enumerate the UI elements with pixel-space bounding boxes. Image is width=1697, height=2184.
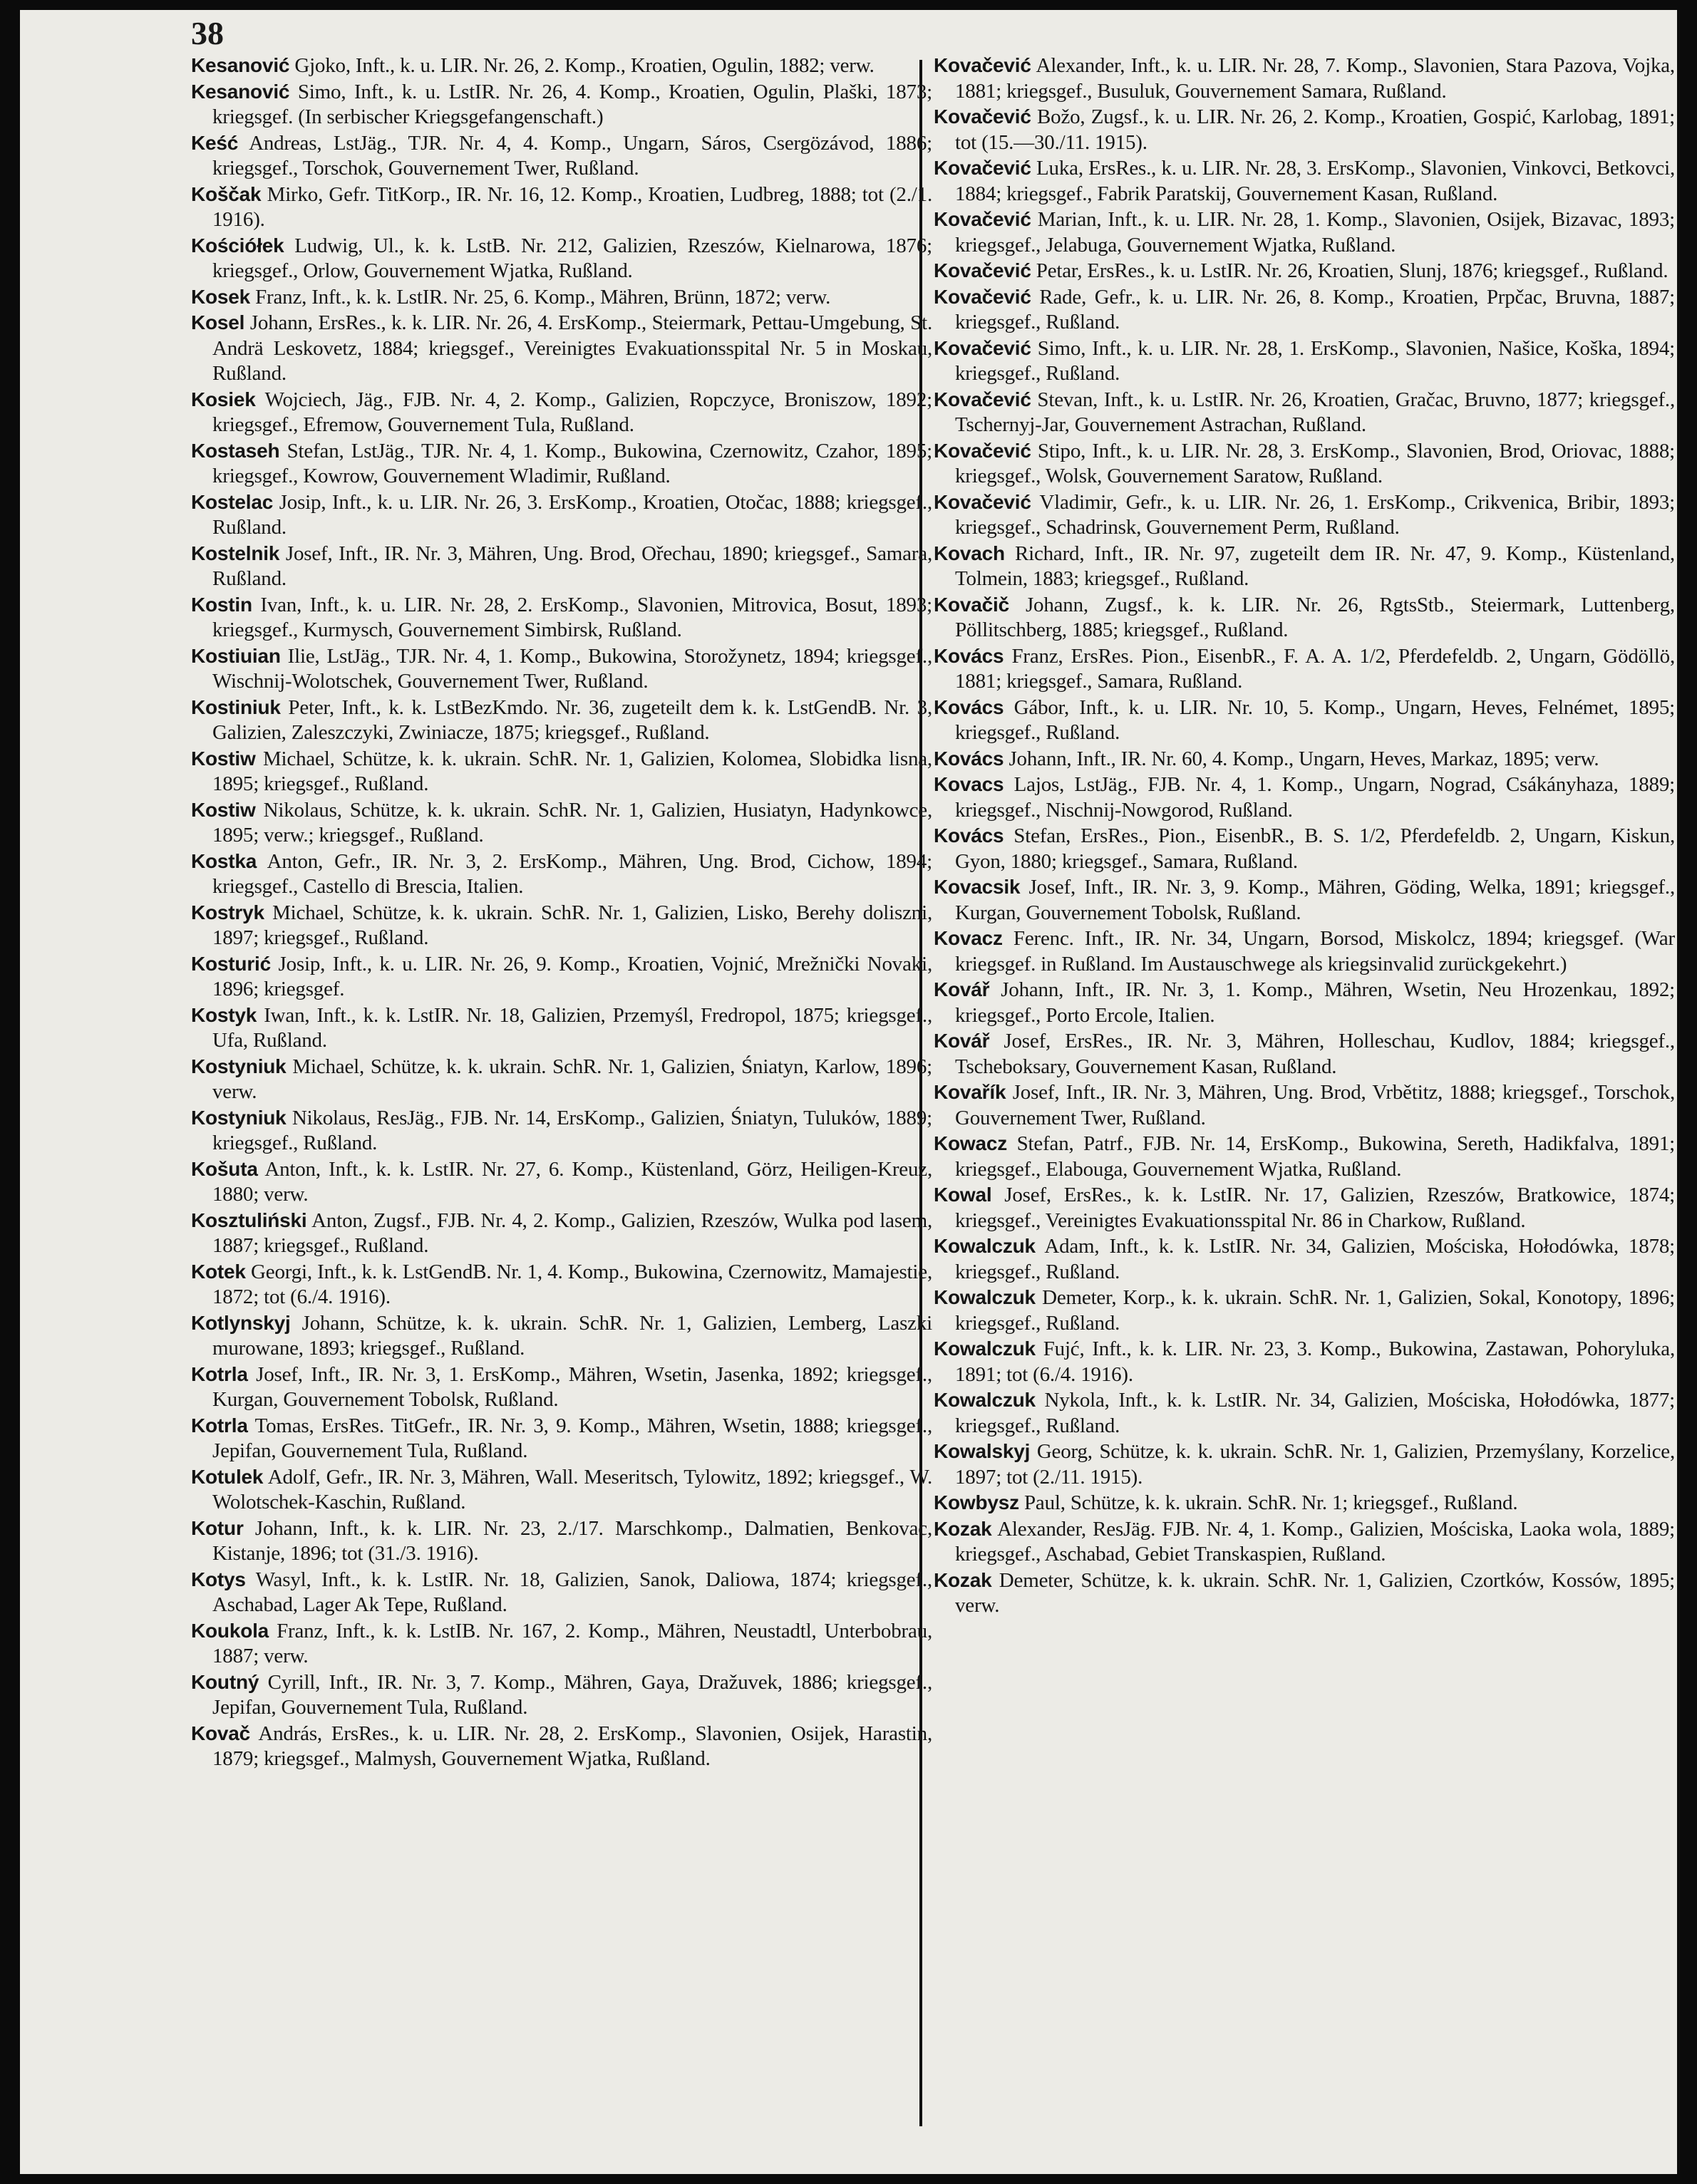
register-entry bbox=[934, 977, 1675, 1028]
entry-surname: Kostyniuk bbox=[191, 1106, 287, 1129]
register-entry bbox=[191, 438, 932, 490]
register-entry bbox=[191, 797, 932, 849]
entry-details: Michael, Schütze, k. k. ukrain. SchR. Nr. 1, Galizien, Lisko, Berehy doliszni, 1897; kriegsgef., Rußland. bbox=[212, 901, 932, 949]
entry-surname: Kościółek bbox=[191, 234, 284, 257]
register-entry bbox=[934, 104, 1675, 155]
entry-surname: Kosturić bbox=[191, 952, 271, 975]
register-entry bbox=[191, 1721, 932, 1772]
entry-surname: Kowbysz bbox=[934, 1491, 1019, 1513]
entry-details: Josef, Inft., IR. Nr. 3, 1. ErsKomp., Mähren, Wsetin, Jasenka, 1892; kriegsgef., Kurgan, Gouvernement Tobolsk, Rußland. bbox=[212, 1362, 932, 1411]
entry-surname: Koukola bbox=[191, 1619, 269, 1642]
entry-surname: Kovach bbox=[934, 542, 1005, 564]
entry-surname: Kovačević bbox=[934, 208, 1031, 230]
entry-details: Josef, Inft., IR. Nr. 3, Mähren, Ung. Brod, Ořechau, 1890; kriegsgef., Samara, Rußland. bbox=[212, 542, 932, 590]
entry-surname: Kostryk bbox=[191, 901, 264, 923]
entry-details: Johann, Inft., IR. Nr. 60, 4. Komp., Ungarn, Heves, Markaz, 1895; verw. bbox=[1004, 747, 1599, 770]
entry-details: Fujć, Inft., k. k. LIR. Nr. 23, 3. Komp., Bukowina, Zastawan, Pohoryluka, 1891; tot (6./4. 1916). bbox=[955, 1337, 1675, 1386]
entry-details: Johann, Schütze, k. k. ukrain. SchR. Nr. 1, Galizien, Lemberg, Laszki murowane, 1893; kriegsgef., Rußland. bbox=[212, 1311, 932, 1360]
register-entry bbox=[934, 258, 1675, 284]
page-number: 38 bbox=[191, 15, 224, 51]
entry-details: Vladimir, Gefr., k. u. LIR. Nr. 26, 1. ErsKomp., Crikvenica, Bribir, 1893; kriegsgef., Schadrinsk, Gouvernement Perm, Rußland. bbox=[955, 490, 1675, 539]
entry-surname: Kovacs bbox=[934, 773, 1004, 795]
register-entry bbox=[191, 1054, 932, 1105]
register-entry bbox=[191, 1464, 932, 1516]
entry-details: Lajos, LstJäg., FJB. Nr. 4, 1. Komp., Ungarn, Nograd, Csákányhaza, 1889; kriegsgef., Nischnij-Nowgorod, Rußland. bbox=[955, 773, 1675, 822]
register-entry bbox=[934, 490, 1675, 541]
entry-details: Georg, Schütze, k. k. ukrain. SchR. Nr. 1, Galizien, Przemyślany, Korzelice, 1897; tot (2./11. 1915). bbox=[955, 1440, 1675, 1489]
register-entry bbox=[191, 849, 932, 900]
entry-surname: Kostelac bbox=[191, 490, 274, 513]
register-entry bbox=[934, 1131, 1675, 1182]
entry-details: Luka, ErsRes., k. u. LIR. Nr. 28, 3. ErsKomp., Slavonien, Vinkovci, Betkovci, 1884; kriegsgef., Fabrik Paratskij, Gouvernement Kasan, Rußland. bbox=[955, 157, 1675, 205]
entry-surname: Kovacz bbox=[934, 927, 1003, 949]
right-column bbox=[934, 53, 1675, 1619]
entry-surname: Kosztuliński bbox=[191, 1209, 307, 1231]
register-entry bbox=[934, 541, 1675, 592]
register-entry bbox=[191, 1670, 932, 1721]
register-entry bbox=[191, 284, 932, 311]
register-entry bbox=[191, 233, 932, 284]
entry-details: Josef, Inft., IR. Nr. 3, 9. Komp., Mähren, Göding, Welka, 1891; kriegsgef., Kurgan, Gouvernement Tobolsk, Rußland. bbox=[955, 876, 1675, 924]
entry-details: Johann, ErsRes., k. k. LIR. Nr. 26, 4. ErsKomp., Steiermark, Pettau-Umgebung, St. Andrä Leskovetz, 1884; kriegsgef., Vereinigtes Evakuationsspital Nr. 5 in Moskau, Rußland. bbox=[212, 311, 932, 385]
entry-surname: Kotulek bbox=[191, 1465, 264, 1488]
entry-details: Josef, ErsRes., IR. Nr. 3, Mähren, Holleschau, Kudlov, 1884; kriegsgef., Tscheboksary, Gouvernement Kasan, Rußland. bbox=[955, 1030, 1675, 1078]
register-entry bbox=[191, 1208, 932, 1259]
register-entry bbox=[191, 1362, 932, 1413]
entry-details: Marian, Inft., k. u. LIR. Nr. 28, 1. Komp., Slavonien, Osijek, Bizavac, 1893; kriegsgef., Jelabuga, Gouvernement Wjatka, Rußland. bbox=[955, 208, 1675, 257]
register-entry bbox=[934, 1568, 1675, 1619]
entry-surname: Kovařík bbox=[934, 1081, 1006, 1103]
entry-surname: Kotys bbox=[191, 1568, 246, 1590]
entry-details: Franz, ErsRes. Pion., EisenbR., F. A. A. 1/2, Pferdefeldb. 2, Ungarn, Gödöllö, 1881; kriegsgef., Samara, Rußland. bbox=[955, 644, 1675, 693]
entry-details: Ilie, LstJäg., TJR. Nr. 4, 1. Komp., Bukowina, Storožynetz, 1894; kriegsgef., Wischnij-Wolotschek, Gouvernement Twer, Rußland. bbox=[212, 644, 932, 693]
register-entry bbox=[934, 695, 1675, 746]
entry-surname: Kowal bbox=[934, 1184, 992, 1206]
entry-details: Josip, Inft., k. u. LIR. Nr. 26, 9. Komp., Kroatien, Vojnić, Mrežnički Novaki, 1896; kriegsgef. bbox=[212, 952, 932, 1000]
entry-details: Alexander, ResJäg. FJB. Nr. 4, 1. Komp., Galizien, Mościska, Laoka wola, 1889; kriegsgef., Aschabad, Gebiet Transkaspien, Rußland. bbox=[955, 1517, 1675, 1565]
entry-surname: Kostyk bbox=[191, 1003, 257, 1026]
entry-details: Josef, ErsRes., k. k. LstIR. Nr. 17, Galizien, Rzeszów, Bratkowice, 1874; kriegsgef., Vereinigtes Evakuationsspital Nr. 86 in Charkow, Rußland. bbox=[955, 1184, 1675, 1232]
entry-surname: Kostiw bbox=[191, 747, 256, 770]
entry-surname: Kosel bbox=[191, 311, 245, 333]
entry-details: Peter, Inft., k. k. LstBezKmdo. Nr. 36, zugeteilt dem k. k. LstGendB. Nr. 3, Galizien, Zaleszczyki, Zwiniacze, 1875; kriegsgef., Rußland. bbox=[212, 695, 932, 744]
entry-surname: Kostaseh bbox=[191, 439, 280, 462]
left-column bbox=[191, 53, 932, 1772]
register-entry bbox=[191, 951, 932, 1003]
entry-details: Stefan, Patrf., FJB. Nr. 14, ErsKomp., Bukowina, Sereth, Hadikfalva, 1891; kriegsgef., Elabouga, Gouvernement Wjatka, Rußland. bbox=[955, 1132, 1675, 1181]
entry-surname: Kovačević bbox=[934, 285, 1031, 308]
register-entry bbox=[191, 1259, 932, 1310]
entry-details: Johann, Inft., k. k. LIR. Nr. 23, 2./17. Marschkomp., Dalmatien, Benkovac, Kistanje, 1896; tot (31./3. 1916). bbox=[212, 1516, 932, 1565]
entry-details: Franz, Inft., k. k. LstIB. Nr. 167, 2. Komp., Mähren, Neustadtl, Unterbobrau, 1887; verw. bbox=[212, 1619, 932, 1667]
entry-surname: Kovačević bbox=[934, 54, 1031, 76]
register-entry bbox=[191, 1413, 932, 1464]
entry-details: Gjoko, Inft., k. u. LIR. Nr. 26, 2. Komp., Kroatien, Ogulin, 1882; verw. bbox=[289, 54, 875, 77]
register-entry bbox=[191, 746, 932, 797]
register-entry bbox=[191, 1310, 932, 1362]
entry-details: Anton, Zugsf., FJB. Nr. 4, 2. Komp., Galizien, Rzeszów, Wulka pod lasem, 1887; kriegsgef., Rußland. bbox=[212, 1209, 932, 1257]
entry-details: Božo, Zugsf., k. u. LIR. Nr. 26, 2. Komp., Kroatien, Gospić, Karlobag, 1891; tot (15.—30./11. 1915). bbox=[955, 105, 1675, 154]
register-entry bbox=[934, 1182, 1675, 1233]
entry-surname: Kotrla bbox=[191, 1362, 248, 1385]
entry-surname: Kovačič bbox=[934, 593, 1009, 616]
register-entry bbox=[191, 490, 932, 541]
entry-surname: Kotrla bbox=[191, 1414, 248, 1437]
register-entry bbox=[191, 900, 932, 951]
entry-details: Stevan, Inft., k. u. LstIR. Nr. 26, Kroatien, Gračac, Bruvno, 1877; kriegsgef., Tschernyj-Jar, Gouvernement Astrachan, Rußland. bbox=[955, 388, 1675, 436]
register-entry bbox=[191, 1618, 932, 1670]
entry-surname: Kesanović bbox=[191, 54, 290, 76]
entry-details: Ludwig, Ul., k. k. LstB. Nr. 212, Galizien, Rzeszów, Kielnarowa, 1876; kriegsgef., Orlow, Gouvernement Wjatka, Rußland. bbox=[212, 234, 932, 282]
register-entry bbox=[934, 1080, 1675, 1131]
entry-details: Simo, Inft., k. u. LstIR. Nr. 26, 4. Komp., Kroatien, Ogulin, Plaški, 1873; kriegsgef. (In serbischer Kriegsgefangenschaft.) bbox=[212, 80, 932, 128]
document-page bbox=[20, 10, 1677, 2174]
entry-surname: Kowalskyj bbox=[934, 1440, 1031, 1462]
entry-surname: Kosiek bbox=[191, 388, 256, 410]
entry-details: Josef, Inft., IR. Nr. 3, Mähren, Ung. Brod, Vrbětitz, 1888; kriegsgef., Torschok, Gouvernement Twer, Rußland. bbox=[955, 1081, 1675, 1129]
entry-surname: Kovacsik bbox=[934, 876, 1021, 898]
entry-surname: Keść bbox=[191, 131, 239, 154]
entry-surname: Kowalczuk bbox=[934, 1235, 1036, 1257]
entry-surname: Kovačević bbox=[934, 388, 1031, 410]
entry-surname: Kostelnik bbox=[191, 542, 280, 564]
entry-details: Iwan, Inft., k. k. LstIR. Nr. 18, Galizien, Przemyśl, Fredropol, 1875; kriegsgef., Ufa, Rußland. bbox=[212, 1003, 932, 1052]
entry-details: Petar, ErsRes., k. u. LstIR. Nr. 26, Kroatien, Slunj, 1876; kriegsgef., Rußland. bbox=[1031, 259, 1668, 282]
register-entry bbox=[934, 155, 1675, 207]
register-entry bbox=[934, 438, 1675, 490]
entry-surname: Koutný bbox=[191, 1670, 259, 1693]
entry-details: Ferenc. Inft., IR. Nr. 34, Ungarn, Borsod, Miskolcz, 1894; kriegsgef. (War kriegsgef. in Rußland. Im Austauschwege als kriegsinvalid zurückgekehrt.) bbox=[955, 927, 1675, 975]
entry-details: Simo, Inft., k. u. LIR. Nr. 28, 1. ErsKomp., Slavonien, Našice, Koška, 1894; kriegsgef., Rußland. bbox=[955, 336, 1675, 385]
register-entry bbox=[934, 1028, 1675, 1080]
entry-details: Johann, Zugsf., k. k. LIR. Nr. 26, RgtsStb., Steiermark, Luttenberg, Pöllitschberg, 1885; kriegsgef., Rußland. bbox=[955, 593, 1675, 641]
register-entry bbox=[934, 592, 1675, 643]
entry-surname: Kozak bbox=[934, 1568, 992, 1591]
register-entry bbox=[934, 1439, 1675, 1490]
entry-details: Ivan, Inft., k. u. LIR. Nr. 28, 2. ErsKomp., Slavonien, Mitrovica, Bosut, 1893; kriegsgef., Kurmysch, Gouvernement Simbirsk, Rußland. bbox=[212, 593, 932, 641]
register-entry bbox=[934, 823, 1675, 874]
entry-details: Paul, Schütze, k. k. ukrain. SchR. Nr. 1; kriegsgef., Rußland. bbox=[1018, 1491, 1518, 1514]
entry-details: Richard, Inft., IR. Nr. 97, zugeteilt dem IR. Nr. 47, 9. Komp., Küstenland, Tolmein, 1883; kriegsgef., Rußland. bbox=[955, 542, 1675, 590]
entry-details: Michael, Schütze, k. k. ukrain. SchR. Nr. 1, Galizien, Śniatyn, Karlow, 1896; verw. bbox=[212, 1055, 932, 1103]
entry-surname: Kostiw bbox=[191, 798, 256, 821]
entry-surname: Kovács bbox=[934, 644, 1004, 667]
entry-surname: Kovačević bbox=[934, 439, 1031, 462]
entry-surname: Kostiniuk bbox=[191, 695, 281, 718]
register-entry bbox=[191, 1567, 932, 1618]
entry-details: Alexander, Inft., k. u. LIR. Nr. 28, 7. Komp., Slavonien, Stara Pazova, Vojka, 1881; kriegsgef., Busuluk, Gouvernement Samara, Rußland. bbox=[955, 54, 1675, 103]
entry-details: Stipo, Inft., k. u. LIR. Nr. 28, 3. ErsKomp., Slavonien, Brod, Oriovac, 1888; kriegsgef., Wolsk, Gouvernement Saratow, Rußland. bbox=[955, 439, 1675, 487]
entry-details: Demeter, Korp., k. k. ukrain. SchR. Nr. 1, Galizien, Sokal, Konotopy, 1896; kriegsgef., Rußland. bbox=[955, 1286, 1675, 1335]
entry-surname: Kowalczuk bbox=[934, 1337, 1036, 1360]
entry-surname: Kovačević bbox=[934, 157, 1031, 179]
entry-surname: Kotlynskyj bbox=[191, 1311, 291, 1334]
entry-details: Michael, Schütze, k. k. ukrain. SchR. Nr. 1, Galizien, Kolomea, Slobidka lisna, 1895; kriegsgef., Rußland. bbox=[212, 747, 932, 795]
entry-details: Wojciech, Jäg., FJB. Nr. 4, 2. Komp., Galizien, Ropczyce, Broniszow, 1892; kriegsgef., Efremow, Gouvernement Tula, Rußland. bbox=[212, 388, 932, 436]
entry-details: Wasyl, Inft., k. k. LstIR. Nr. 18, Galizien, Sanok, Daliowa, 1874; kriegsgef., Aschabad, Lager Ak Tepe, Rußland. bbox=[212, 1568, 932, 1616]
register-entry bbox=[191, 130, 932, 182]
register-entry bbox=[934, 746, 1675, 772]
register-entry bbox=[934, 1516, 1675, 1568]
entry-surname: Kovačević bbox=[934, 105, 1031, 128]
register-entry bbox=[934, 1285, 1675, 1336]
register-entry bbox=[191, 592, 932, 643]
entry-surname: Kostiuian bbox=[191, 644, 281, 667]
entry-details: Stefan, ErsRes., Pion., EisenbR., B. S. 1/2, Pferdefeldb. 2, Ungarn, Kiskun, Gyon, 1880; kriegsgef., Samara, Rußland. bbox=[955, 824, 1675, 873]
register-entry bbox=[191, 310, 932, 387]
entry-surname: Kowacz bbox=[934, 1132, 1008, 1154]
entry-details: Rade, Gefr., k. u. LIR. Nr. 26, 8. Komp., Kroatien, Prpčac, Bruvna, 1887; kriegsgef., Rußland. bbox=[955, 285, 1675, 333]
register-entry bbox=[934, 284, 1675, 336]
register-entry bbox=[934, 643, 1675, 695]
entry-details: Mirko, Gefr. TitKorp., IR. Nr. 16, 12. Komp., Kroatien, Ludbreg, 1888; tot (2./1. 1916). bbox=[212, 182, 932, 231]
entry-surname: Kostyniuk bbox=[191, 1055, 287, 1077]
entry-details: Nikolaus, Schütze, k. k. ukrain. SchR. Nr. 1, Galizien, Husiatyn, Hadynkowce, 1895; verw.; kriegsgef., Rußland. bbox=[212, 798, 932, 847]
entry-details: Tomas, ErsRes. TitGefr., IR. Nr. 3, 9. Komp., Mähren, Wsetin, 1888; kriegsgef., Jepifan, Gouvernement Tula, Rußland. bbox=[212, 1414, 932, 1462]
entry-surname: Kesanović bbox=[191, 80, 290, 103]
entry-details: Adam, Inft., k. k. LstIR. Nr. 34, Galizien, Mościska, Hołodówka, 1878; kriegsgef., Rußland. bbox=[955, 1235, 1675, 1283]
entry-details: András, ErsRes., k. u. LIR. Nr. 28, 2. ErsKomp., Slavonien, Osijek, Harastin, 1879; kriegsgef., Malmysh, Gouvernement Wjatka, Rußland. bbox=[212, 1722, 932, 1770]
entry-surname: Kostka bbox=[191, 849, 257, 872]
register-entry bbox=[191, 79, 932, 130]
register-entry bbox=[191, 643, 932, 695]
entry-surname: Koščak bbox=[191, 182, 262, 205]
entry-surname: Kosek bbox=[191, 285, 251, 308]
register-entry bbox=[191, 1516, 932, 1567]
entry-details: Cyrill, Inft., IR. Nr. 3, 7. Komp., Mähren, Gaya, Dražuvek, 1886; kriegsgef., Jepifan, Gouvernement Tula, Rußland. bbox=[212, 1670, 932, 1719]
register-entry bbox=[934, 387, 1675, 438]
entry-surname: Kowalczuk bbox=[934, 1286, 1036, 1308]
register-entry bbox=[934, 1233, 1675, 1285]
entry-details: Gábor, Inft., k. u. LIR. Nr. 10, 5. Komp., Ungarn, Heves, Felnémet, 1895; kriegsgef., Rußland. bbox=[955, 695, 1675, 744]
register-entry bbox=[934, 772, 1675, 823]
entry-details: Josip, Inft., k. u. LIR. Nr. 26, 3. ErsKomp., Kroatien, Otočac, 1888; kriegsgef., Rußland. bbox=[212, 490, 932, 539]
register-entry bbox=[191, 695, 932, 746]
entry-surname: Kovář bbox=[934, 978, 990, 1000]
entry-surname: Kotur bbox=[191, 1516, 244, 1539]
entry-details: Georgi, Inft., k. k. LstGendB. Nr. 1, 4. Komp., Bukowina, Czernowitz, Mamajestie, 1872; tot (6./4. 1916). bbox=[212, 1260, 932, 1308]
register-entry bbox=[934, 1336, 1675, 1387]
register-entry bbox=[934, 926, 1675, 977]
register-entry bbox=[191, 387, 932, 438]
register-entry bbox=[934, 874, 1675, 926]
entry-surname: Kotek bbox=[191, 1260, 246, 1283]
entry-surname: Kovač bbox=[191, 1722, 251, 1744]
entry-details: Nykola, Inft., k. k. LstIR. Nr. 34, Galizien, Mościska, Hołodówka, 1877; kriegsgef., Rußland. bbox=[955, 1389, 1675, 1437]
register-entry bbox=[191, 1003, 932, 1054]
entry-surname: Kovács bbox=[934, 695, 1004, 718]
entry-details: Anton, Inft., k. k. LstIR. Nr. 27, 6. Komp., Küstenland, Görz, Heiligen-Kreuz, 1880; verw. bbox=[212, 1157, 932, 1206]
entry-surname: Kovačević bbox=[934, 336, 1031, 359]
entry-surname: Kovačević bbox=[934, 490, 1031, 513]
register-entry bbox=[934, 336, 1675, 387]
entry-surname: Kovačević bbox=[934, 259, 1031, 281]
entry-details: Franz, Inft., k. k. LstIR. Nr. 25, 6. Komp., Mähren, Brünn, 1872; verw. bbox=[250, 285, 831, 309]
entry-surname: Kostin bbox=[191, 593, 252, 616]
entry-surname: Kozak bbox=[934, 1517, 992, 1540]
entry-details: Adolf, Gefr., IR. Nr. 3, Mähren, Wall. Meseritsch, Tylowitz, 1892; kriegsgef., W. Wolotschek-Kaschin, Rußland. bbox=[212, 1465, 932, 1513]
entry-surname: Košuta bbox=[191, 1157, 258, 1180]
register-entry bbox=[934, 53, 1675, 104]
entry-details: Stefan, LstJäg., TJR. Nr. 4, 1. Komp., Bukowina, Czernowitz, Czahor, 1895; kriegsgef., Kowrow, Gouvernement Wladimir, Rußland. bbox=[212, 439, 932, 487]
entry-surname: Kowalczuk bbox=[934, 1389, 1036, 1411]
register-entry bbox=[191, 182, 932, 233]
entry-surname: Kovář bbox=[934, 1030, 990, 1052]
entry-details: Andreas, LstJäg., TJR. Nr. 4, 4. Komp., Ungarn, Sáros, Csergözávod, 1886; kriegsgef., Torschok, Gouvernement Twer, Rußland. bbox=[212, 131, 932, 180]
entry-details: Johann, Inft., IR. Nr. 3, 1. Komp., Mähren, Wsetin, Neu Hrozenkau, 1892; kriegsgef., Porto Ercole, Italien. bbox=[955, 978, 1675, 1027]
register-entry bbox=[934, 1490, 1675, 1516]
entry-details: Demeter, Schütze, k. k. ukrain. SchR. Nr. 1, Galizien, Czortków, Kossów, 1895; verw. bbox=[955, 1568, 1675, 1617]
entry-surname: Kovács bbox=[934, 747, 1004, 770]
register-entry bbox=[934, 1387, 1675, 1439]
entry-details: Anton, Gefr., IR. Nr. 3, 2. ErsKomp., Mähren, Ung. Brod, Cichow, 1894; kriegsgef., Castello di Brescia, Italien. bbox=[212, 849, 932, 898]
register-entry bbox=[191, 541, 932, 592]
entry-details: Nikolaus, ResJäg., FJB. Nr. 14, ErsKomp., Galizien, Śniatyn, Tulukόw, 1889; kriegsgef., Rußland. bbox=[212, 1106, 932, 1154]
register-entry bbox=[191, 1105, 932, 1156]
register-entry bbox=[191, 53, 932, 79]
register-entry bbox=[191, 1156, 932, 1208]
entry-surname: Kovács bbox=[934, 824, 1004, 847]
register-entry bbox=[934, 207, 1675, 258]
